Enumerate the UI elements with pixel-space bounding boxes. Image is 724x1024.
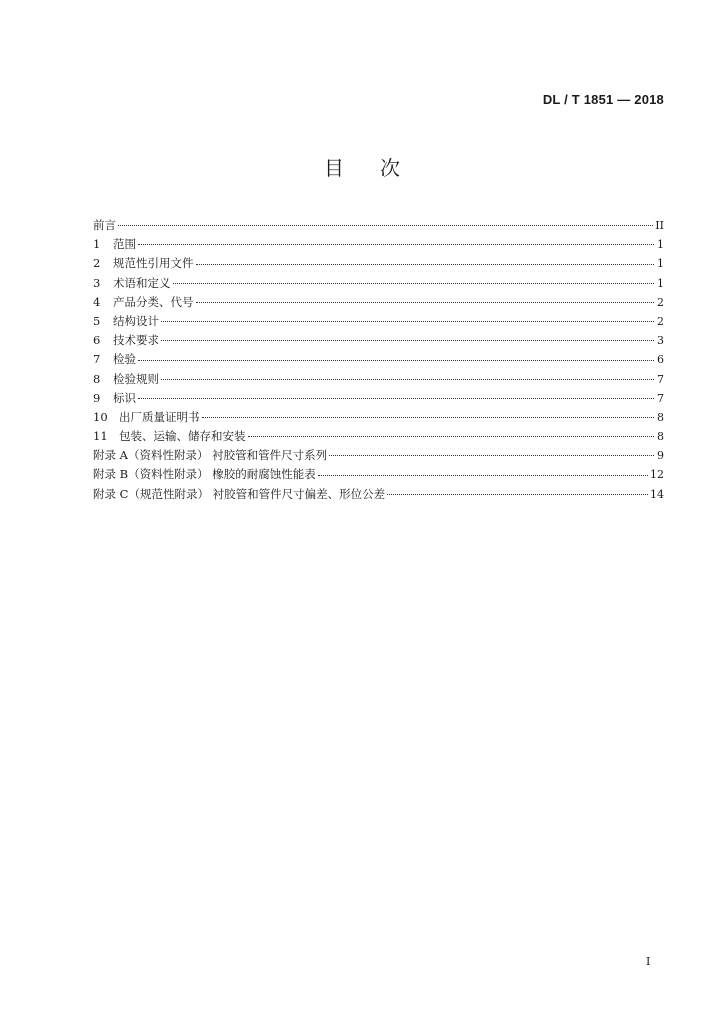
page-title: 目次: [324, 156, 436, 180]
toc-leader-dots: [202, 416, 655, 418]
toc-entry-5[interactable]: [93, 312, 664, 331]
toc-leader-dots: [161, 320, 654, 322]
standard-code: DL / T 1851 — 2018: [542, 92, 664, 107]
toc-entry-3[interactable]: [93, 274, 664, 293]
toc-entry-page: 12: [650, 468, 664, 482]
toc-entry-page: 7: [657, 372, 664, 386]
toc-entry-page: 8: [657, 430, 664, 444]
toc-entry-number: 4: [93, 294, 101, 309]
toc-entry-appendix-a[interactable]: [93, 446, 664, 465]
toc-entry-label: 规范性引用文件: [113, 256, 194, 271]
toc-entry-page: 2: [657, 314, 664, 328]
toc-entry-label: 附录 C（规范性附录） 衬胶管和管件尺寸偏差、形位公差: [93, 486, 386, 501]
toc-entry-number: 8: [93, 371, 101, 386]
page-number: I: [646, 955, 651, 968]
toc-entry-4[interactable]: [93, 293, 664, 312]
toc-leader-dots: [138, 359, 654, 361]
toc-entry-7[interactable]: [93, 350, 664, 369]
toc-entry-number: 5: [93, 313, 101, 328]
toc-entry-label: 包装、运输、储存和安装: [119, 429, 246, 444]
toc-entry-label: 标识: [113, 390, 136, 405]
toc-leader-dots: [138, 243, 654, 245]
toc-entry-label: 前言: [93, 218, 116, 232]
toc-entry-page: 1: [657, 257, 664, 271]
toc-entry-page: 9: [657, 449, 664, 463]
toc-entry-number: 2: [93, 256, 101, 271]
toc-leader-dots: [196, 301, 655, 303]
toc-leader-dots: [118, 224, 653, 226]
toc-entry-page: II: [655, 219, 664, 232]
toc-entry-11[interactable]: [93, 427, 664, 446]
toc-leader-dots: [138, 397, 654, 399]
toc-entry-preface[interactable]: [93, 216, 664, 235]
toc-entry-number: 1: [93, 237, 101, 252]
toc-entry-page: 3: [657, 334, 664, 348]
toc-entry-page: 1: [657, 238, 664, 252]
toc-entry-number: 10: [93, 409, 108, 424]
toc-entry-label: 范围: [113, 237, 136, 252]
toc-leader-dots: [161, 378, 654, 380]
toc-entry-appendix-c[interactable]: [93, 485, 664, 504]
toc-entry-page: 6: [657, 353, 664, 367]
toc-leader-dots: [318, 474, 648, 476]
toc-entry-label: 附录 B（资料性附录） 橡胶的耐腐蚀性能表: [93, 467, 316, 482]
toc-entry-label: 出厂质量证明书: [119, 409, 200, 424]
toc-entry-page: 14: [650, 487, 664, 501]
toc-entry-1[interactable]: [93, 235, 664, 254]
toc-entry-9[interactable]: [93, 389, 664, 408]
toc-entry-label: 检验规则: [113, 371, 159, 386]
toc-entry-page: 2: [657, 295, 664, 309]
toc-entry-number: 9: [93, 390, 101, 405]
toc-entry-10[interactable]: [93, 408, 664, 427]
toc-leader-dots: [329, 454, 654, 456]
toc-entry-label: 检验: [113, 352, 136, 367]
toc-leader-dots: [248, 435, 655, 437]
toc-entry-number: 3: [93, 275, 101, 290]
toc-entry-number: 7: [93, 352, 101, 367]
toc-entry-page: 1: [657, 276, 664, 290]
table-of-contents: [93, 216, 664, 504]
toc-entry-page: 7: [657, 391, 664, 405]
toc-leader-dots: [161, 339, 654, 341]
toc-entry-appendix-b[interactable]: [93, 465, 664, 484]
toc-entry-page: 8: [657, 410, 664, 424]
toc-entry-2[interactable]: [93, 254, 664, 273]
toc-entry-number: 11: [93, 429, 108, 444]
toc-leader-dots: [173, 282, 655, 284]
toc-leader-dots: [387, 493, 648, 495]
toc-entry-label: 技术要求: [113, 333, 159, 348]
toc-entry-label: 术语和定义: [113, 275, 171, 290]
toc-leader-dots: [196, 263, 655, 265]
toc-entry-number: 6: [93, 333, 101, 348]
toc-entry-label: 附录 A（资料性附录） 衬胶管和管件尺寸系列: [93, 448, 328, 463]
toc-entry-8[interactable]: [93, 370, 664, 389]
toc-entry-label: 结构设计: [113, 313, 159, 328]
toc-entry-6[interactable]: [93, 331, 664, 350]
toc-entry-label: 产品分类、代号: [113, 294, 194, 309]
